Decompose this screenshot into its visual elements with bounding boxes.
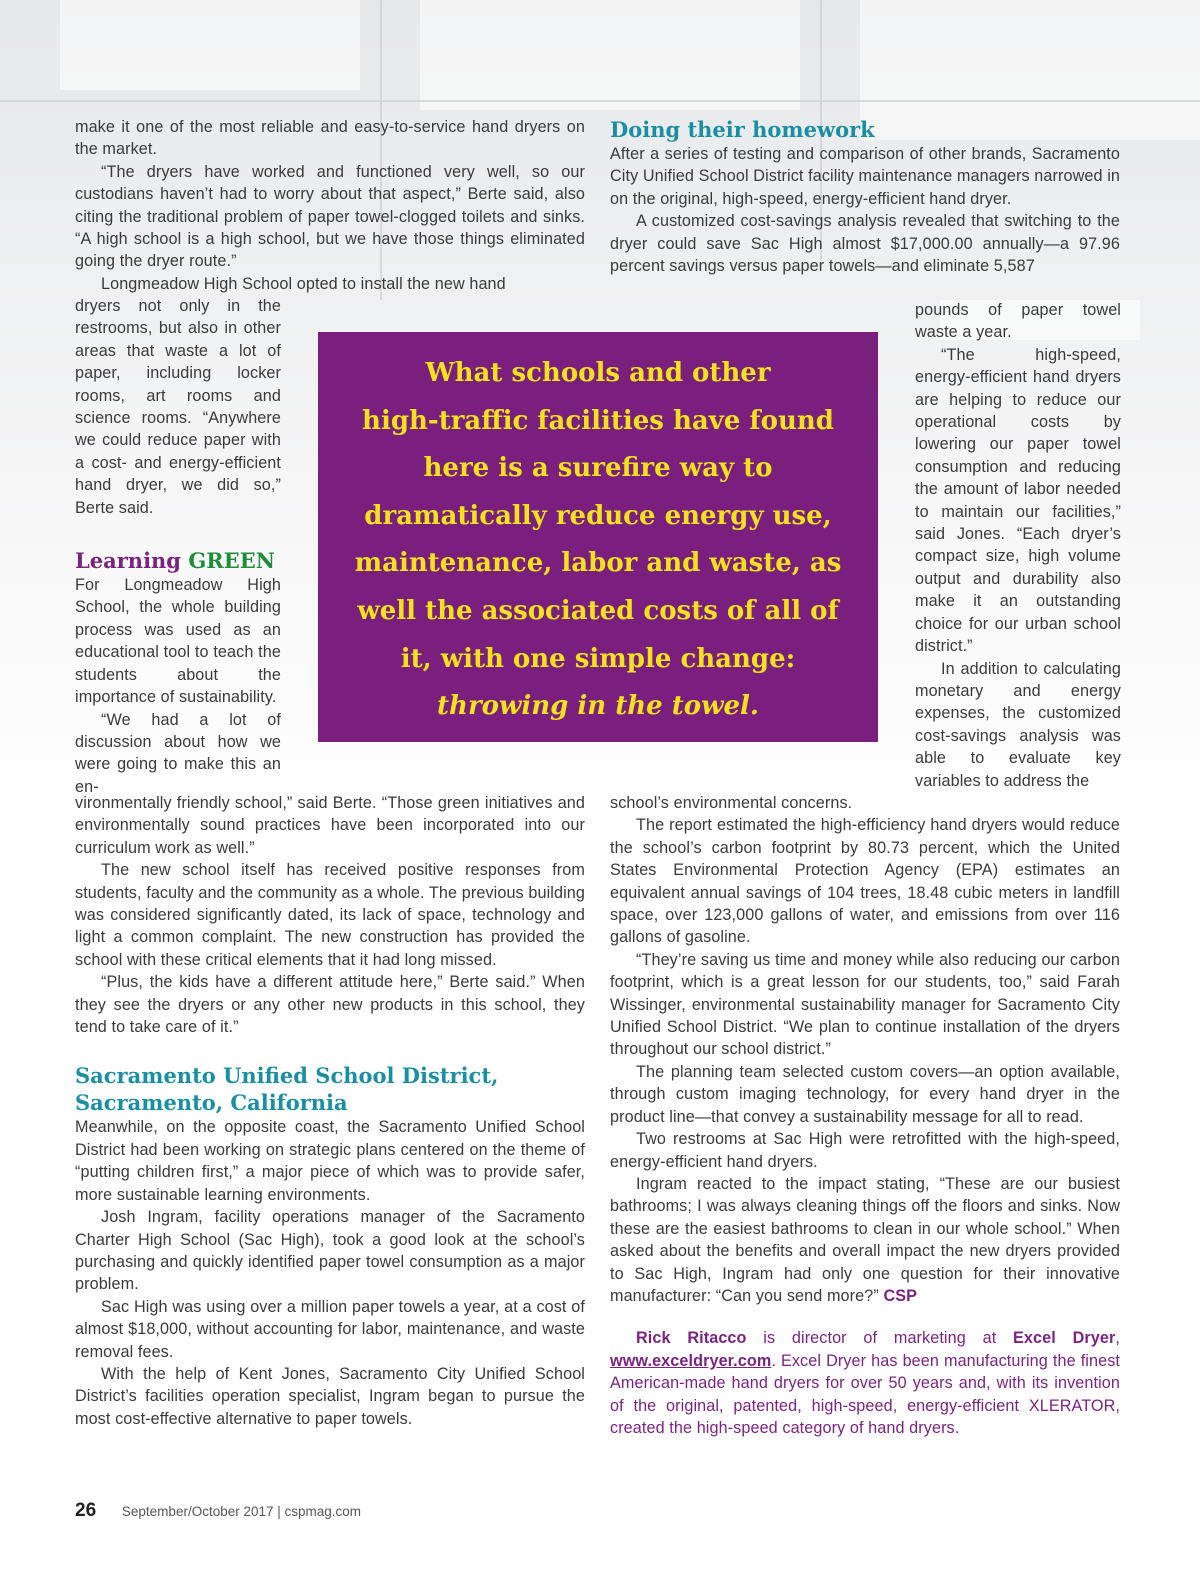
body-paragraph: “Plus, the kids have a different attitude here,” Berte said.” When they see the dryers or any other new products in this school, they tend to take care of it.”	[75, 973, 585, 1037]
pull-quote-line: here is a surefire way to	[423, 453, 773, 484]
body-paragraph: dryers not only in the restrooms, but also in other areas that waste a lot of paper, including locker rooms, art rooms and science rooms. “Anywhere we could reduce paper with a cost- and energy-efficient hand dryer, we did so,” Berte said.	[75, 297, 281, 517]
company-name: Excel Dryer	[1013, 1329, 1116, 1348]
page-footer	[75, 1500, 361, 1522]
heading-word-learning: Learning	[75, 548, 181, 574]
body-paragraph	[610, 1173, 1120, 1307]
heading-line: Sacramento Unified School District,	[75, 1063, 499, 1089]
pull-quote-line: well the associated costs of all of	[357, 595, 839, 626]
body-paragraph: “The dryers have worked and functioned very well, so our custodians haven’t had to worry about that aspect,” Berte said, also citing the traditional problem of paper towel-clogged toilets and sinks. “A high school is a high school, but we have those things eliminated going the dryer route.”	[75, 162, 585, 271]
right-column-top	[610, 116, 1120, 277]
body-paragraph: pounds of paper towel waste a year.	[915, 301, 1121, 342]
byline-text: is director of marketing at	[746, 1329, 1014, 1348]
body-paragraph: A customized cost-savings analysis revealed that switching to the dryer could save Sac High almost $17,000.00 annually—a 97.96 percent savings versus paper towels—and eliminate 5,587	[610, 212, 1120, 276]
body-paragraph: Sac High was using over a million paper towels a year, at a cost of almost $18,000, without accounting for labor, maintenance, and waste removal fees.	[75, 1297, 585, 1361]
left-column-narrow	[75, 295, 281, 798]
body-paragraph: In addition to calculating monetary and energy expenses, the customized cost-savings analysis was able to evaluate key variables to address the	[915, 659, 1121, 790]
pull-quote-line: dramatically reduce energy use,	[364, 500, 832, 531]
byline-text: . Excel Dryer has been manufacturing the finest American-made hand dryers for over 50 years and, with its invention of the original, patented, high-speed, energy-efficient XLERATOR, created the high-speed category of hand dryers.	[610, 1351, 1120, 1437]
section-heading-sacramento	[75, 1062, 585, 1116]
body-paragraph: Josh Ingram, facility operations manager of the Sacramento Charter High School (Sac High), took a good look at the school’s purchasing and quickly identified paper towel consumption as a major problem.	[75, 1208, 585, 1294]
company-website-link[interactable]: www.exceldryer.com	[610, 1351, 772, 1370]
byline-text: ,	[1115, 1329, 1120, 1348]
body-paragraph: With the help of Kent Jones, Sacramento City Unified School District’s facilities operation specialist, Ingram began to pursue the most cost-effective alternative to paper towels.	[75, 1364, 585, 1428]
body-paragraph: school’s environmental concerns.	[610, 794, 853, 812]
body-paragraph: The new school itself has received positive responses from students, faculty and the community as a whole. The previous building was considered significantly dated, its lack of space, technology and light a common complaint. The new construction has provided the school with these critical elements that it had long missed.	[75, 861, 585, 969]
pull-quote-box	[318, 332, 878, 742]
body-paragraph: Meanwhile, on the opposite coast, the Sacramento Unified School District had been working on strategic plans centered on the theme of “putting children first,” a major piece of which was to provide safer, more sustainable learning environments.	[75, 1118, 585, 1204]
author-name: Rick Ritacco	[636, 1329, 747, 1348]
end-mark-csp: CSP	[883, 1286, 918, 1305]
pull-quote-line: throwing in the towel.	[437, 691, 759, 722]
right-column-narrow	[915, 299, 1121, 792]
author-byline	[610, 1327, 1120, 1439]
section-heading-learning-green	[75, 547, 281, 574]
left-column-lower	[75, 792, 585, 1430]
body-paragraph: The planning team selected custom covers—an option available, through custom imaging technology, for every hand dryer in the product line—that convey a sustainability message for all to read.	[610, 1062, 1120, 1126]
page-number: 26	[75, 1500, 97, 1521]
pull-quote-line: What schools and other	[425, 358, 771, 388]
body-paragraph: For Longmeadow High School, the whole building process was used as an educational tool to teach the students about the importance of sustainability.	[75, 576, 281, 707]
heading-word-green: GREEN	[188, 548, 275, 574]
issue-info: September/October 2017 | cspmag.com	[121, 1504, 362, 1519]
body-paragraph: make it one of the most reliable and easy-to-service hand dryers on the market.	[75, 118, 585, 159]
body-paragraph: “The high-speed, energy-efficient hand dryers are helping to reduce our operational costs by lowering our paper towel consumption and reducing the amount of labor needed to maintain our facilities,” said Jones. “Each dryer’s compact size, high volume output and durability also make it an outstanding choice for our urban school district.”	[915, 345, 1121, 656]
body-paragraph: vironmentally friendly school,” said Berte. “Those green initiatives and environmentally sound practices have been incorporated into our curriculum work as well.”	[75, 794, 585, 857]
body-paragraph: The report estimated the high-efficiency hand dryers would reduce the school’s carbon footprint by 80.73 percent, which the United States Environmental Protection Agency (EPA) estimates an equivalent annual savings of 104 trees, 18.48 cubic meters in landfill space, over 123,000 gallons of water, and emissions from over 116 gallons of gasoline.	[610, 816, 1120, 947]
body-paragraph: “We had a lot of discussion about how we were going to make this an en-	[75, 710, 281, 796]
body-paragraph: Longmeadow High School opted to install the new hand	[101, 274, 506, 293]
pull-quote-line: maintenance, labor and waste, as	[354, 548, 842, 579]
body-paragraph: “They’re saving us time and money while also reducing our carbon footprint, which is a great lesson for our students, too,” said Farah Wissinger, environmental sustainability manager for Sacramento City Unified School District. “We plan to continue installation of the dryers throughout our school district.”	[610, 950, 1120, 1059]
pull-quote-line: high-traffic facilities have found	[362, 405, 834, 436]
closing-text: Ingram reacted to the impact stating, “These are our busiest bathrooms; I was always cleaning things off the floors and sinks. Now these are the easiest bathrooms to clean in our whole school.” When asked about the benefits and overall impact the new dryers provided to Sac High, Ingram had only one question for their innovative manufacturer: “Can you send more?”	[610, 1174, 1120, 1305]
body-paragraph: After a series of testing and comparison of other brands, Sacramento City Unified School District facility maintenance managers narrowed in on the original, high-speed, energy-efficient hand dryer.	[610, 145, 1120, 208]
heading-line: Sacramento, California	[75, 1090, 348, 1116]
left-column-top	[75, 116, 585, 295]
right-column-lower	[610, 792, 1120, 1439]
pull-quote-line: it, with one simple change:	[400, 643, 796, 674]
section-heading-homework: Doing their homework	[610, 117, 875, 142]
body-paragraph: Two restrooms at Sac High were retrofitted with the high-speed, energy-efficient hand dryers.	[610, 1130, 1120, 1171]
